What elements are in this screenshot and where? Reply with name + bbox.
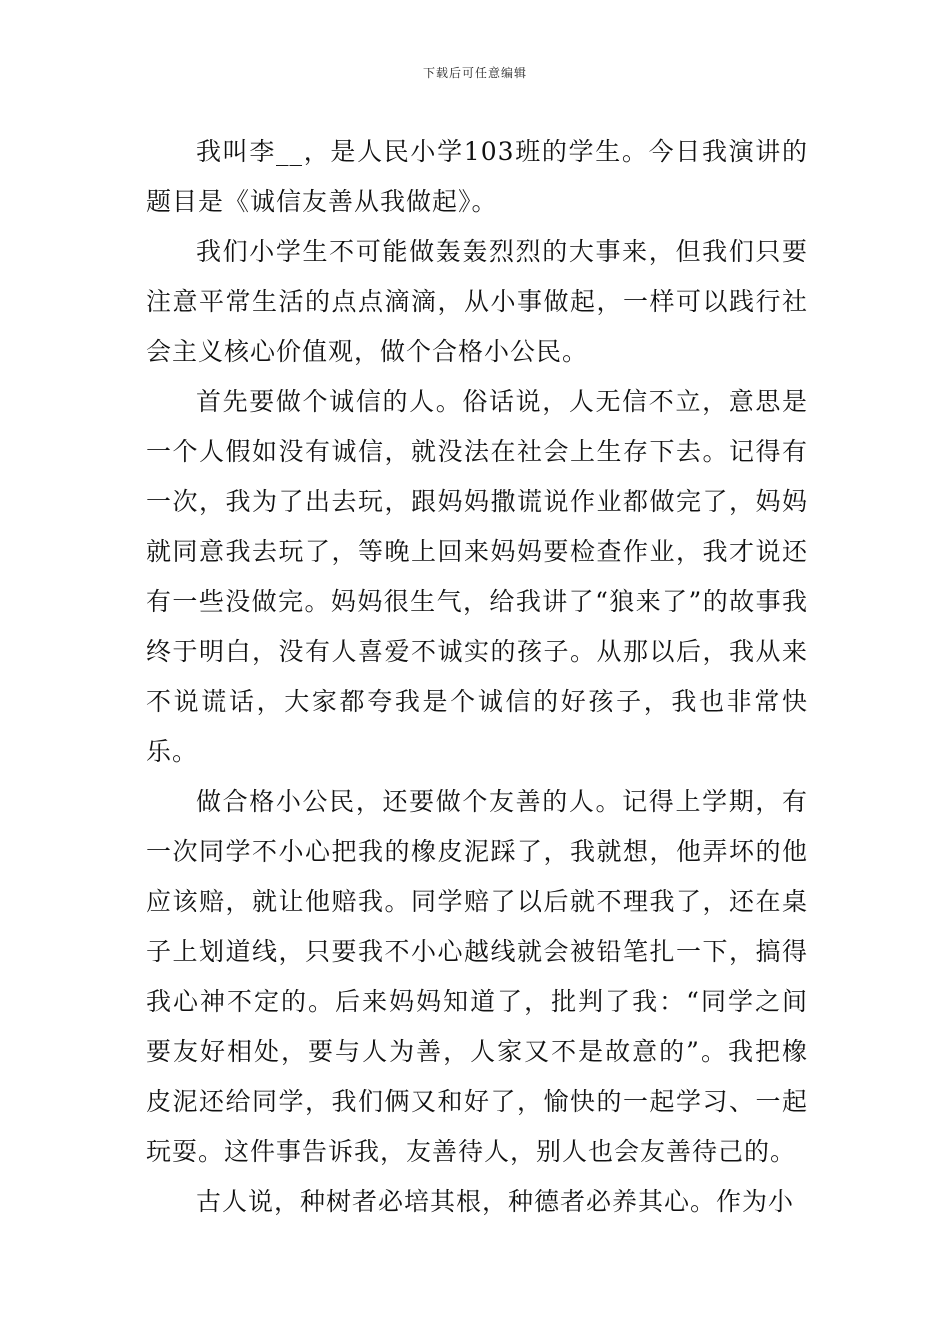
header-note: 下载后可任意编辑 <box>422 66 527 80</box>
paragraph-small-things: 我们小学生不可能做轰轰烈烈的大事来，但我们只要注意平常生活的点点滴滴，从小事做起，一样可以践行社会主义核心价值观，做个合格小公民。 <box>146 237 808 366</box>
paragraph-honesty: 首先要做个诚信的人。俗话说，人无信不立，意思是一个人假如没有诚信，就没法在社会上生存下去。记得有一次，我为了出去玩，跟妈妈撒谎说作业都做完了，妈妈就同意我去玩了，等晚上回来妈妈要检查作业，我才说还有一些没做完。妈妈很生气，给我讲了“狼来了”的故事我终于明白，没有人喜爱不诚实的孩子。从那以后，我从来不说谎话，大家都夸我是个诚信的好孩子，我也非常快乐。 <box>146 387 808 766</box>
paragraph-ancient-saying: 古人说，种树者必培其根，种德者必养其心。作为小 <box>196 1187 795 1216</box>
speech-body <box>146 127 808 1227</box>
paragraph-intro: 我叫李__，是人民小学103班的学生。今日我演讲的题目是《诚信友善从我做起》。 <box>146 137 808 216</box>
paragraph-friendliness: 做合格小公民，还要做个友善的人。记得上学期，有一次同学不小心把我的橡皮泥踩了，我就想，他弄坏的他应该赔，就让他赔我。同学赔了以后就不理我了，还在桌子上划道线，只要我不小心越线就会被铅笔扎一下，搞得我心神不定的。后来妈妈知道了，批判了我：“同学之间要友好相处，要与人为善，人家又不是故意的”。我把橡皮泥还给同学，我们俩又和好了，愉快的一起学习、一起玩耍。这件事告诉我，友善待人，别人也会友善待己的。 <box>146 787 808 1166</box>
